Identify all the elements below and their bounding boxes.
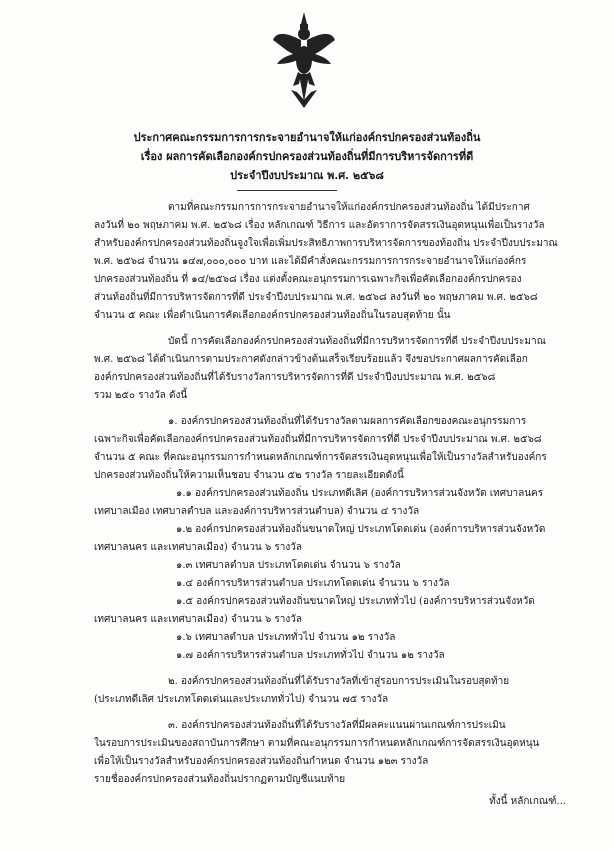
document-body: [94, 199, 564, 789]
closing-line: รายชื่อองค์กรปกครองส่วนท้องถิ่นปรากฏตามบัญชีแนบท้าย: [94, 774, 346, 785]
heading-line-2: เรื่อง ผลการคัดเลือกองค์กรปกครองส่วนท้องถิ่นที่มีการบริหารจัดการที่ดี: [140, 150, 474, 163]
text-line: ๓. องค์กรปกครองส่วนท้องถิ่นที่ได้รับรางวัลที่มีผลคะแนนผ่านเกณฑ์การประเมิน: [168, 720, 506, 731]
sub-item-1-4: ๑.๔ องค์การบริหารส่วนตำบล ประเภทโดดเด่น จำนวน ๖ รางวัล: [176, 578, 450, 589]
heading-divider: [237, 190, 337, 191]
text-line: เพื่อให้เป็นรางวัลสำหรับองค์กรปกครองส่วนท้องถิ่นกำหนด จำนวน ๑๒๓ รางวัล: [94, 756, 429, 767]
text-line: จำนวน ๕ คณะ เพื่อดำเนินการคัดเลือกองค์กรปกครองส่วนท้องถิ่นในรอบสุดท้าย นั้น: [94, 310, 451, 321]
text-line: องค์กรปกครองส่วนท้องถิ่นที่ได้รับรางวัลการบริหารจัดการที่ดี ประจำปีงบประมาณ พ.ศ. ๒๕๖๘: [94, 372, 496, 383]
text-line: ตามที่คณะกรรมการการกระจายอำนาจให้แก่องค์กรปกครองส่วนท้องถิ่น ได้มีประกาศ: [168, 202, 530, 213]
sub-item-1-5-cont: เทศบาลนคร และเทศบาลเมือง) จำนวน ๖ รางวัล: [94, 614, 302, 625]
sub-item-1-3: ๑.๓ เทศบาลตำบล ประเภทโดดเด่น จำนวน ๖ รางวัล: [176, 560, 401, 571]
sub-item-1-2-cont: เทศบาลนคร และเทศบาลเมือง) จำนวน ๖ รางวัล: [94, 542, 302, 553]
text-line: ๑. องค์กรปกครองส่วนท้องถิ่นที่ได้รับรางวัลตามผลการคัดเลือกของคณะอนุกรรมการ: [168, 416, 527, 427]
heading-line-3: ประจำปีงบประมาณ พ.ศ. ๒๕๖๘: [230, 169, 384, 182]
text-line: ส่วนท้องถิ่นที่มีการบริหารจัดการที่ดี ประจำปีงบประมาณ พ.ศ. ๒๕๖๘ ลงวันที่ ๒๐ พฤษภาคม พ.ศ. ๒๕๖๘: [94, 292, 538, 303]
item-1: [94, 413, 564, 665]
sub-item-1-6: ๑.๖ เทศบาลตำบล ประเภททั่วไป จำนวน ๑๒ รางวัล: [176, 632, 396, 643]
text-line: (ประเภทดีเลิศ ประเภทโดดเด่นและประเภททั่วไป) จำนวน ๗๕ รางวัล: [94, 694, 389, 705]
text-line: ลงวันที่ ๒๐ พฤษภาคม พ.ศ. ๒๕๖๘ เรื่อง หลักเกณฑ์ วิธีการ และอัตราการจัดสรรเงินอุดหนุนเพื่อเป็นรางวัล: [94, 220, 545, 231]
text-line: เฉพาะกิจเพื่อคัดเลือกองค์กรปกครองส่วนท้องถิ่นที่มีการบริหารจัดการที่ดี ประจำปีงบประมาณ พ.ศ. ๒๕๖๘: [94, 434, 542, 445]
text-line: ในรอบการประเมินของสถาบันการศึกษา ตามที่คณะอนุกรรมการกำหนดหลักเกณฑ์การจัดสรรเงินอุดหนุน: [94, 738, 540, 749]
document-heading: [80, 128, 534, 185]
sub-item-1-1: ๑.๑ องค์กรปกครองส่วนท้องถิ่น ประเภทดีเลิศ (องค์การบริหารส่วนจังหวัด เทศบาลนคร: [176, 488, 544, 499]
paragraph-intro: [94, 199, 564, 325]
item-2: [94, 673, 564, 709]
text-line: พ.ศ. ๒๕๖๘ ได้ดำเนินการตามประกาศดังกล่าวข้างต้นเสร็จเรียบร้อยแล้ว จึงขอประกาศผลการคัดเลือก: [94, 354, 528, 365]
text-line: บัดนี้ การคัดเลือกองค์กรปกครองส่วนท้องถิ่นที่มีการบริหารจัดการที่ดี ประจำปีงบประมาณ: [168, 336, 546, 347]
text-line: ปกครองส่วนท้องถิ่นให้ความเห็นชอบ จำนวน ๕๒ รางวัล รายละเอียดดังนี้: [94, 470, 404, 481]
text-line: ปกครองส่วนท้องถิ่น ที่ ๑๔/๒๕๖๘ เรื่อง แต่งตั้งคณะอนุกรรมการเฉพาะกิจเพื่อคัดเลือกองค์กรปกครอง: [94, 274, 522, 285]
text-line: รวม ๒๕๐ รางวัล ดังนี้: [94, 390, 188, 401]
heading-line-1: ประกาศคณะกรรมการการกระจายอำนาจให้แก่องค์กรปกครองส่วนท้องถิ่น: [133, 131, 481, 144]
page-continuation: ทั้งนี้ หลักเกณฑ์...: [489, 796, 566, 807]
text-line: จำนวน ๕ คณะ ที่คณะอนุกรรมการกำหนดหลักเกณฑ์การจัดสรรเงินอุดหนุนเพื่อให้เป็นรางวัลสำหรับองค์กร: [94, 452, 547, 463]
text-line: สำหรับองค์กรปกครองส่วนท้องถิ่นจูงใจเพื่อเพิ่มประสิทธิภาพการบริหารจัดการของท้องถิ่น ประจำปีงบประมาณ: [94, 238, 558, 249]
sub-item-1-7: ๑.๗ องค์การบริหารส่วนตำบล ประเภททั่วไป จำนวน ๑๒ รางวัล: [176, 650, 445, 661]
item-3: [94, 717, 564, 789]
text-line: ๒. องค์กรปกครองส่วนท้องถิ่นที่ได้รับรางวัลที่เข้าสู่รอบการประเมินในรอบสุดท้าย: [168, 676, 510, 687]
text-line: พ.ศ. ๒๕๖๘ จำนวน ๑๔๗,๐๐๐,๐๐๐ บาท และได้มีคำสั่งคณะกรรมการการกระจายอำนาจให้แก่องค์กร: [94, 256, 527, 267]
sub-item-1-1-cont: เทศบาลเมือง เทศบาลตำบล และองค์การบริหารส่วนตำบล) จำนวน ๔ รางวัล: [94, 506, 420, 517]
sub-item-1-5: ๑.๕ องค์กรปกครองส่วนท้องถิ่นขนาดใหญ่ ประเภททั่วไป (องค์การบริหารส่วนจังหวัด: [176, 596, 535, 607]
paragraph-announcement: [94, 333, 564, 405]
sub-item-1-2: ๑.๒ องค์กรปกครองส่วนท้องถิ่นขนาดใหญ่ ประเภทโดดเด่น (องค์การบริหารส่วนจังหวัด: [176, 524, 546, 535]
garuda-emblem-icon: [271, 10, 337, 110]
